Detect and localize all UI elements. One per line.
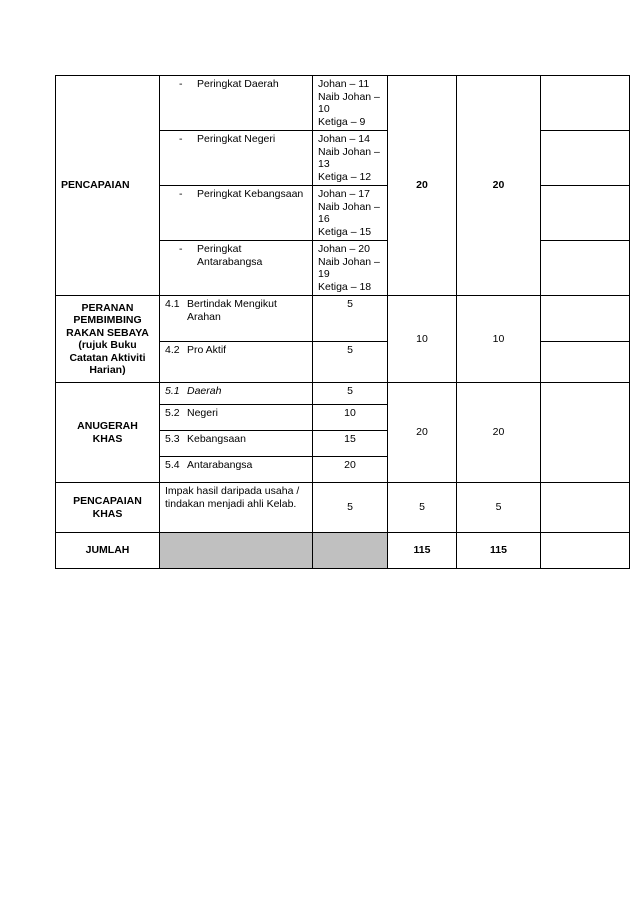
level-label: Peringkat Antarabangsa [197,243,263,268]
item-number: 5.3 [165,433,180,445]
score-cell [457,76,541,296]
empty-cell [541,533,630,569]
award-line: Naib Johan – [318,200,380,213]
item-label: Daerah [187,385,222,397]
item-number: 5.2 [165,407,180,419]
empty-cell [541,186,630,241]
points-cell: 15 [313,431,388,457]
score-cell: 10 [457,296,541,383]
points-cell: 5 [313,342,388,383]
score-value: 20 [492,179,505,192]
total-label: JUMLAH [56,533,160,569]
item-cell [160,457,313,483]
score-cell: 5 [457,483,541,533]
level-dash: - [179,133,183,145]
item-label: Negeri [187,407,218,419]
level-dash: - [179,243,183,255]
max-score-value: 20 [416,179,428,192]
total-score: 115 [457,533,541,569]
empty-cell [541,76,630,131]
points-cell: 10 [313,405,388,431]
shaded-cell [160,533,313,569]
item-label: Kebangsaan [187,433,246,445]
level-label: Peringkat Negeri [197,133,276,145]
item-cell [160,405,313,431]
table-row [56,483,630,533]
item-cell [160,431,313,457]
score-table [55,75,630,569]
award-line: Naib Johan – [318,90,380,103]
awards-cell [313,186,388,241]
item-number: 4.1 [165,298,180,310]
level-dash: - [179,188,183,200]
empty-cell [541,241,630,296]
points-cell: 5 [313,383,388,405]
points-cell: 20 [313,457,388,483]
item-number: 5.4 [165,459,180,471]
award-line: 19 [318,268,330,280]
level-cell [160,131,313,186]
award-line: Naib Johan – [318,145,380,158]
awards-cell [313,76,388,131]
max-score-cell [388,76,457,296]
item-label: Pro Aktif [187,344,227,356]
table-row [56,383,630,405]
table-row [56,296,630,342]
max-score-cell: 5 [388,483,457,533]
category-peranan: PERANAN PEMBIMBING RAKAN SEBAYA (rujuk Buku Catatan Aktiviti Harian) [56,296,160,383]
empty-cell [541,383,630,483]
awards-cell [313,241,388,296]
max-score-cell: 10 [388,296,457,383]
item-cell [160,383,313,405]
category-pencapaian: PENCAPAIAN [56,76,160,296]
points-cell: 5 [313,483,388,533]
award-line: Ketiga – 12 [318,170,372,183]
table-row [56,76,630,131]
description-cell: Impak hasil daripada usaha / tindakan menjadi ahli Kelab. [160,483,313,533]
level-label: Peringkat Kebangsaan [197,188,304,200]
item-cell [160,296,313,342]
award-line: Johan – 11 [318,78,370,90]
award-line: Ketiga – 9 [318,115,366,128]
level-cell [160,241,313,296]
award-line: Ketiga – 18 [318,280,372,293]
level-cell [160,76,313,131]
award-line: Johan – 14 [318,133,370,145]
empty-cell [541,296,630,342]
max-score-cell: 20 [388,383,457,483]
empty-cell [541,483,630,533]
total-max-score: 115 [388,533,457,569]
item-label: Bertindak Mengikut Arahan [187,298,277,323]
item-cell [160,342,313,383]
award-line: 16 [318,213,330,225]
shaded-cell [313,533,388,569]
award-line: Naib Johan – [318,255,380,268]
empty-cell [541,131,630,186]
award-line: 13 [318,158,330,170]
level-dash: - [179,78,183,90]
category-anugerah: ANUGERAH KHAS [56,383,160,483]
level-cell [160,186,313,241]
item-label: Antarabangsa [187,459,253,471]
table-row [56,533,630,569]
points-cell: 5 [313,296,388,342]
award-line: Ketiga – 15 [318,225,372,238]
item-number: 4.2 [165,344,180,356]
award-line: Johan – 17 [318,188,370,200]
award-line: Johan – 20 [318,243,370,255]
level-label: Peringkat Daerah [197,78,279,90]
item-number: 5.1 [165,385,180,397]
award-line: 10 [318,103,330,115]
category-pencapaian-khas: PENCAPAIAN KHAS [56,483,160,533]
awards-cell [313,131,388,186]
empty-cell [541,342,630,383]
score-cell: 20 [457,383,541,483]
